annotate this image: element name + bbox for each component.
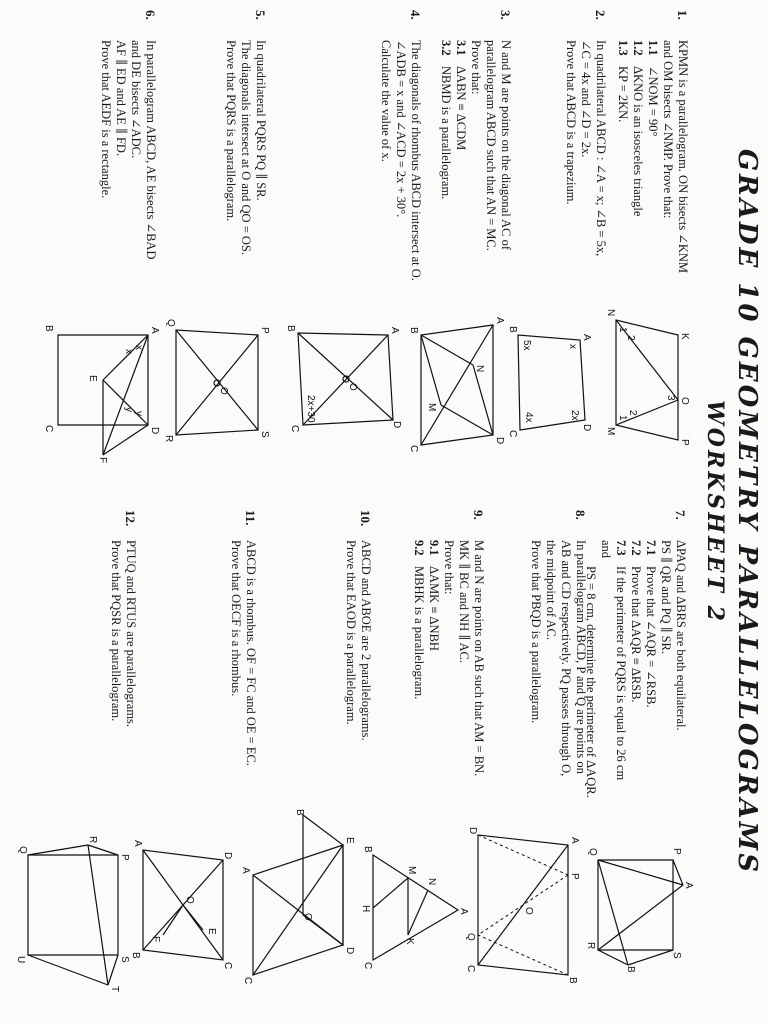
fig6-label: B bbox=[43, 325, 54, 332]
fig12-label: S bbox=[119, 956, 130, 963]
fig12-label: R bbox=[87, 836, 98, 844]
question-6 bbox=[98, 10, 158, 300]
question-text: The diagonals of rhombus ABCD intersect at O. bbox=[409, 40, 423, 281]
sub-number: 1.1 bbox=[646, 40, 660, 56]
fig3-label: D bbox=[494, 437, 505, 445]
question-text: In quadrilateral ABCD : ∠A = x; ∠B = 5x, bbox=[594, 40, 608, 257]
fig3-label: M bbox=[426, 403, 437, 412]
fig8-label: C bbox=[465, 965, 476, 973]
fig6-label: A bbox=[149, 327, 160, 334]
fig11-label: A bbox=[132, 840, 143, 847]
fig6-label: x bbox=[133, 345, 144, 350]
sub-text: KP = 2KN. bbox=[616, 66, 630, 123]
question-text: and DE bisects ∠ADC. bbox=[129, 40, 143, 159]
question-number: 9. bbox=[471, 510, 486, 520]
fig7-label: S bbox=[671, 952, 682, 959]
question-text: N and M are points on the diagonal AC of bbox=[499, 40, 513, 251]
question-text: In parallelogram ABCD, AE bisects ∠BAD bbox=[144, 40, 158, 260]
fig4-label: B bbox=[285, 325, 296, 332]
fig1-label: 1 bbox=[617, 415, 628, 421]
fig10-label: B bbox=[294, 809, 305, 816]
question-text: Prove that ABCD is a trapezium. bbox=[564, 40, 578, 205]
fig6-label: x bbox=[123, 349, 134, 354]
fig10-label: O bbox=[302, 913, 313, 921]
question-text: Prove that: bbox=[469, 40, 483, 95]
fig8-label: B bbox=[567, 977, 578, 984]
fig9-label: N bbox=[426, 878, 437, 886]
question-number: 2. bbox=[593, 10, 608, 20]
sub-text: If the perimeter of PQRS is equal to 26 cm and bbox=[599, 540, 628, 781]
fig9-label: K bbox=[404, 938, 415, 945]
question-text: Prove that OECF is a rhombus. bbox=[229, 540, 243, 697]
fig11-label: C bbox=[222, 962, 233, 970]
figure-7 bbox=[585, 840, 694, 973]
fig8-label: P bbox=[569, 873, 580, 880]
fig6-label: E bbox=[87, 375, 98, 382]
figure-3 bbox=[408, 315, 505, 455]
sub-number: 1.3 bbox=[616, 40, 630, 56]
question-number: 5. bbox=[253, 10, 268, 20]
fig2-label: A bbox=[581, 334, 592, 341]
question-text: Prove that PQSR is a parallelogram. bbox=[109, 540, 123, 722]
question-number: 4. bbox=[408, 10, 423, 20]
fig6-label: y bbox=[133, 411, 144, 416]
question-8 bbox=[528, 510, 588, 810]
fig1-label: K bbox=[679, 333, 690, 340]
fig7-label: A bbox=[683, 882, 694, 889]
fig11-label: O bbox=[184, 896, 195, 904]
sub-number: 7.3 bbox=[614, 540, 628, 556]
fig2-label: x bbox=[567, 344, 578, 349]
question-11 bbox=[228, 510, 258, 810]
fig4-label: D bbox=[391, 421, 402, 429]
sub-text: MBHK is a parallelogram. bbox=[412, 566, 426, 700]
fig4-label: A bbox=[389, 327, 400, 334]
question-2 bbox=[563, 10, 608, 300]
fig9-label: B bbox=[362, 846, 373, 853]
fig12-label: P bbox=[119, 854, 130, 861]
fig12-label: T bbox=[109, 986, 120, 993]
question-7 bbox=[583, 510, 688, 800]
fig2-label: 5x bbox=[521, 340, 532, 351]
question-text: The diagonals intersect at O and QO = OS. bbox=[239, 40, 253, 255]
fig11-label: E bbox=[206, 928, 217, 935]
fig5-label: R bbox=[163, 435, 174, 443]
sub-number: 1.2 bbox=[631, 40, 645, 56]
question-text: ∠C = 4x and ∠D = 2x. bbox=[579, 40, 593, 158]
question-text: and OM bisects ∠NMP. Prove that: bbox=[661, 40, 675, 219]
question-text: PS ∥ QR and PQ ∥ SR. bbox=[659, 540, 673, 655]
fig12-label: U bbox=[15, 956, 26, 964]
fig8-label: A bbox=[569, 837, 580, 844]
sub-text: PS = 8 cm, determine the perimeter of ΔAQR. bbox=[584, 566, 598, 798]
question-text: Calculate the value of x. bbox=[379, 40, 393, 162]
figure-1 bbox=[605, 309, 690, 455]
fig4-label: 2x+30 bbox=[305, 395, 316, 423]
fig11-label: F bbox=[150, 936, 161, 943]
fig10-label: A bbox=[240, 867, 251, 874]
question-text: the midpoint of AC. bbox=[544, 540, 558, 640]
fig3-label: B bbox=[408, 327, 419, 334]
question-text: MK ∥ BC and NH ∥ AC. bbox=[457, 540, 471, 664]
fig7-label: Q bbox=[587, 848, 598, 856]
question-12 bbox=[108, 510, 138, 810]
question-text: In parallelogram ABCD, P and Q are points on bbox=[574, 540, 588, 774]
figure-2 bbox=[507, 326, 592, 440]
fig9-label: M bbox=[406, 866, 417, 875]
sub-number: 3.2 bbox=[439, 40, 453, 56]
fig5-label: S bbox=[259, 431, 270, 438]
fig2-label: B bbox=[507, 326, 518, 333]
figure-8 bbox=[465, 827, 580, 985]
question-number: 11. bbox=[243, 510, 258, 526]
fig2-label: 4x bbox=[523, 412, 534, 423]
question-text: Prove that EAOD is a parallelogram. bbox=[344, 540, 358, 725]
fig8-label: D bbox=[467, 827, 478, 835]
question-text: KPMN is a parallelogram. ON bisects ∠KNM bbox=[676, 40, 690, 274]
fig1-label: O bbox=[679, 397, 690, 405]
fig5-label: Q bbox=[165, 319, 176, 327]
figure-11 bbox=[130, 840, 233, 970]
fig9-label: H bbox=[360, 905, 371, 913]
question-10 bbox=[343, 510, 373, 810]
question-number: 8. bbox=[573, 510, 588, 520]
sub-number: 9.1 bbox=[427, 540, 441, 556]
fig4-label: C bbox=[289, 425, 300, 433]
question-number: 3. bbox=[498, 10, 513, 20]
question-number: 12. bbox=[123, 510, 138, 527]
worksheet-title: GRADE 10 GEOMETRY PARALLELOGRAMS bbox=[732, 148, 762, 876]
question-text: parallelogram ABCD such that AN = MC. bbox=[484, 40, 498, 251]
question-text: M and N are points on AB such that AM = BN. bbox=[472, 540, 486, 777]
question-3 bbox=[438, 10, 513, 300]
sub-number: 7.2 bbox=[629, 540, 643, 556]
figure-12 bbox=[15, 836, 130, 993]
fig12-label: Q bbox=[17, 846, 28, 854]
figure-10 bbox=[240, 809, 355, 985]
question-text: ΔPAQ and ΔBRS are both equilateral. bbox=[674, 540, 688, 731]
fig1-label: M bbox=[605, 427, 616, 436]
fig3-label: N bbox=[474, 365, 485, 373]
question-5 bbox=[223, 10, 268, 300]
figure-9 bbox=[360, 846, 469, 970]
fig2-label: 2x bbox=[569, 410, 580, 421]
question-number: 10. bbox=[358, 510, 373, 527]
figure-6 bbox=[38, 315, 158, 465]
question-text: PTUQ and RTUS are parallelograms. bbox=[124, 540, 138, 728]
fig11-label: B bbox=[130, 952, 141, 959]
fig1-label: N bbox=[605, 309, 616, 317]
fig7-label: P bbox=[671, 848, 682, 855]
question-4 bbox=[378, 10, 423, 300]
fig2-label: D bbox=[581, 424, 592, 432]
sub-text: ΔKNO is an isosceles triangle bbox=[631, 66, 645, 217]
sub-text: NBMD is a parallelogram. bbox=[439, 66, 453, 200]
fig8-label: Q bbox=[465, 933, 476, 941]
fig5-label: P bbox=[259, 327, 270, 334]
fig10-label: D bbox=[344, 947, 355, 955]
fig1-label: 2 bbox=[625, 335, 636, 341]
sub-text: ΔAMK ≡ ΔNBH bbox=[427, 566, 441, 651]
sub-number: 3.1 bbox=[454, 40, 468, 56]
question-text: In quadrilateral PQRS PQ ∥ SR. bbox=[254, 40, 268, 201]
question-text: Prove that AEDF is a rectangle. bbox=[99, 40, 113, 199]
question-9 bbox=[411, 510, 486, 810]
fig6-label: y bbox=[123, 407, 134, 412]
question-text: AF ∥ ED and AE ∥ FD. bbox=[114, 40, 128, 157]
figure-4 bbox=[285, 325, 402, 435]
question-number: 6. bbox=[143, 10, 158, 20]
fig3-label: C bbox=[408, 445, 419, 453]
fig1-label: 1 bbox=[617, 327, 628, 333]
fig2-label: C bbox=[507, 430, 518, 438]
question-text: ABCD and ABOE are 2 parallelograms. bbox=[359, 540, 373, 741]
fig7-label: R bbox=[585, 942, 596, 950]
fig8-label: O bbox=[523, 907, 534, 915]
question-number: 7. bbox=[673, 510, 688, 520]
fig11-label: D bbox=[222, 852, 233, 860]
fig7-label: B bbox=[625, 966, 636, 973]
question-1 bbox=[615, 10, 690, 300]
sub-text: Prove that ΔAQR ≡ ΔRSB. bbox=[629, 566, 643, 703]
fig4-label: O bbox=[347, 383, 358, 391]
question-text: Prove that: bbox=[442, 540, 456, 595]
question-text: Prove that PQRS is a parallelogram. bbox=[224, 40, 238, 222]
sub-text: Prove that ∠AQR = ∠RSB. bbox=[644, 566, 658, 708]
figure-5 bbox=[163, 319, 270, 445]
fig1-label: P bbox=[679, 439, 690, 446]
fig5-label: O bbox=[218, 387, 229, 395]
question-text: Prove that PBQD is a parallelogram. bbox=[529, 540, 543, 724]
fig10-label: C bbox=[242, 977, 253, 985]
fig1-label: 3 bbox=[665, 395, 676, 401]
fig9-label: A bbox=[458, 908, 469, 915]
worksheet-subtitle: WORKSHEET 2 bbox=[702, 400, 728, 624]
question-text: ∠ADB = x and ∠ACD = 2x + 30°. bbox=[394, 40, 408, 218]
question-text: ABCD is a rhombus. OF = FC and OE = EC. bbox=[244, 540, 258, 766]
question-number: 1. bbox=[675, 10, 690, 20]
fig6-label: F bbox=[97, 457, 108, 464]
fig6-label: D bbox=[149, 427, 160, 435]
fig9-label: C bbox=[362, 962, 373, 970]
fig1-label: 2 bbox=[627, 410, 638, 416]
question-text: AB and CD respectively. PQ passes through O, bbox=[559, 540, 573, 777]
sub-number: 7.1 bbox=[644, 540, 658, 556]
fig3-label: A bbox=[494, 317, 505, 324]
sub-text: ΔABN ≡ ΔCDM bbox=[454, 66, 468, 151]
sub-text: ∠NOM = 90° bbox=[646, 66, 660, 137]
sub-number: 9.2 bbox=[412, 540, 426, 556]
fig10-label: E bbox=[344, 837, 355, 844]
fig6-label: C bbox=[43, 425, 54, 433]
